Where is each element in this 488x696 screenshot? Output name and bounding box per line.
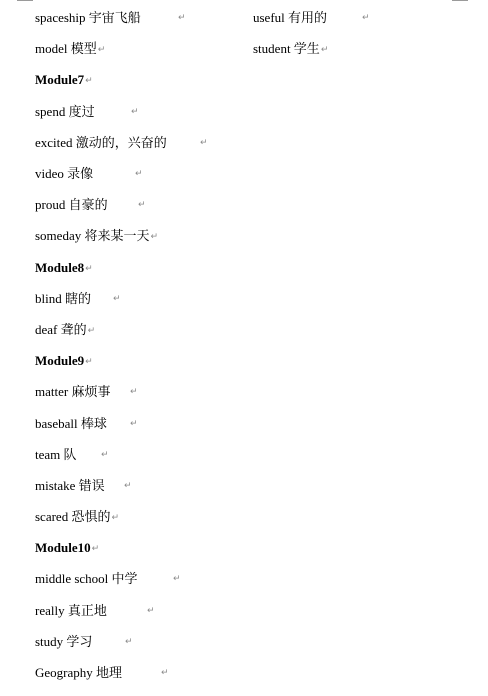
paragraph-mark-icon: ↵ <box>138 200 146 210</box>
paragraph-mark-icon: ↵ <box>101 450 109 460</box>
paragraph-mark-icon: ↵ <box>87 326 96 336</box>
line-text: Module9 <box>35 353 85 368</box>
paragraph-mark-icon: ↵ <box>113 294 121 304</box>
vocab-line-video <box>35 166 93 182</box>
vocab-line-middle-school <box>35 571 138 587</box>
line-text: Module10 <box>35 540 91 555</box>
paragraph-mark-icon: ↵ <box>147 606 155 616</box>
paragraph-mark-icon: ↵ <box>150 232 159 242</box>
line-text: scared 恐惧的 <box>35 509 111 524</box>
paragraph-mark-icon: ↵ <box>130 387 138 397</box>
vocab-line-blind <box>35 291 91 307</box>
line-text: mistake 错误 <box>35 478 105 493</box>
vocab-line-team <box>35 447 77 463</box>
line-text: baseball 棒球 <box>35 416 107 431</box>
vocab-line-mistake <box>35 478 105 494</box>
line-text: Geography 地理 <box>35 665 123 680</box>
vocab-line-excited <box>35 135 167 151</box>
paragraph-mark-icon: ↵ <box>173 574 181 584</box>
line-text: really 真正地 <box>35 603 107 618</box>
vocab-line-matter <box>35 384 110 400</box>
vocab-line-useful <box>253 10 327 26</box>
paragraph-mark-icon: ↵ <box>125 637 133 647</box>
paragraph-mark-icon: ↵ <box>85 264 93 274</box>
line-text: middle school 中学 <box>35 571 138 586</box>
module-heading-10 <box>35 540 99 556</box>
module-heading-7 <box>35 72 93 88</box>
line-text: spend 度过 <box>35 104 95 119</box>
vocab-line-deaf <box>35 322 95 338</box>
paragraph-mark-icon: ↵ <box>320 45 329 55</box>
vocab-line-proud <box>35 197 108 213</box>
vocab-line-someday <box>35 228 158 244</box>
paragraph-mark-icon: ↵ <box>130 419 138 429</box>
vocab-line-student <box>253 41 328 57</box>
vocab-line-really <box>35 603 107 619</box>
line-text: model 模型 <box>35 41 97 56</box>
line-text: study 学习 <box>35 634 93 649</box>
vocab-line-scared <box>35 509 119 525</box>
paragraph-mark-icon: ↵ <box>200 138 208 148</box>
vocab-line-model <box>35 41 105 57</box>
line-text: spaceship 宇宙飞船 <box>35 10 141 25</box>
line-text: team 队 <box>35 447 77 462</box>
line-text: excited 激动的，兴奋的 <box>35 135 167 150</box>
vocab-line-geography <box>35 665 122 681</box>
paragraph-mark-icon: ↵ <box>362 13 370 23</box>
line-text: video 录像 <box>35 166 94 181</box>
line-text: blind 瞎的 <box>35 291 91 306</box>
paragraph-mark-icon: ↵ <box>178 13 186 23</box>
vocab-line-spend <box>35 104 95 120</box>
line-text: someday 将来某一天 <box>35 228 150 243</box>
line-text: Module8 <box>35 260 85 275</box>
vocab-line-spaceship <box>35 10 141 26</box>
paragraph-mark-icon: ↵ <box>131 107 139 117</box>
paragraph-mark-icon: ↵ <box>135 169 143 179</box>
line-text: matter 麻烦事 <box>35 384 111 399</box>
line-text: student 学生 <box>253 41 320 56</box>
paragraph-mark-icon: ↵ <box>91 544 100 554</box>
paragraph-mark-icon: ↵ <box>85 357 93 367</box>
line-text: proud 自豪的 <box>35 197 108 212</box>
line-text: deaf 聋的 <box>35 322 87 337</box>
paragraph-mark-icon: ↵ <box>85 76 93 86</box>
page-corner-mark-right <box>452 0 468 1</box>
module-heading-8 <box>35 260 93 276</box>
paragraph-mark-icon: ↵ <box>124 481 132 491</box>
vocab-line-study <box>35 634 92 650</box>
page-corner-mark-left <box>17 0 33 1</box>
paragraph-mark-icon: ↵ <box>161 668 169 678</box>
line-text: useful 有用的 <box>253 10 328 25</box>
paragraph-mark-icon: ↵ <box>97 45 106 55</box>
line-text: Module7 <box>35 72 85 87</box>
paragraph-mark-icon: ↵ <box>111 513 119 523</box>
module-heading-9 <box>35 353 93 369</box>
vocab-line-baseball <box>35 416 107 432</box>
